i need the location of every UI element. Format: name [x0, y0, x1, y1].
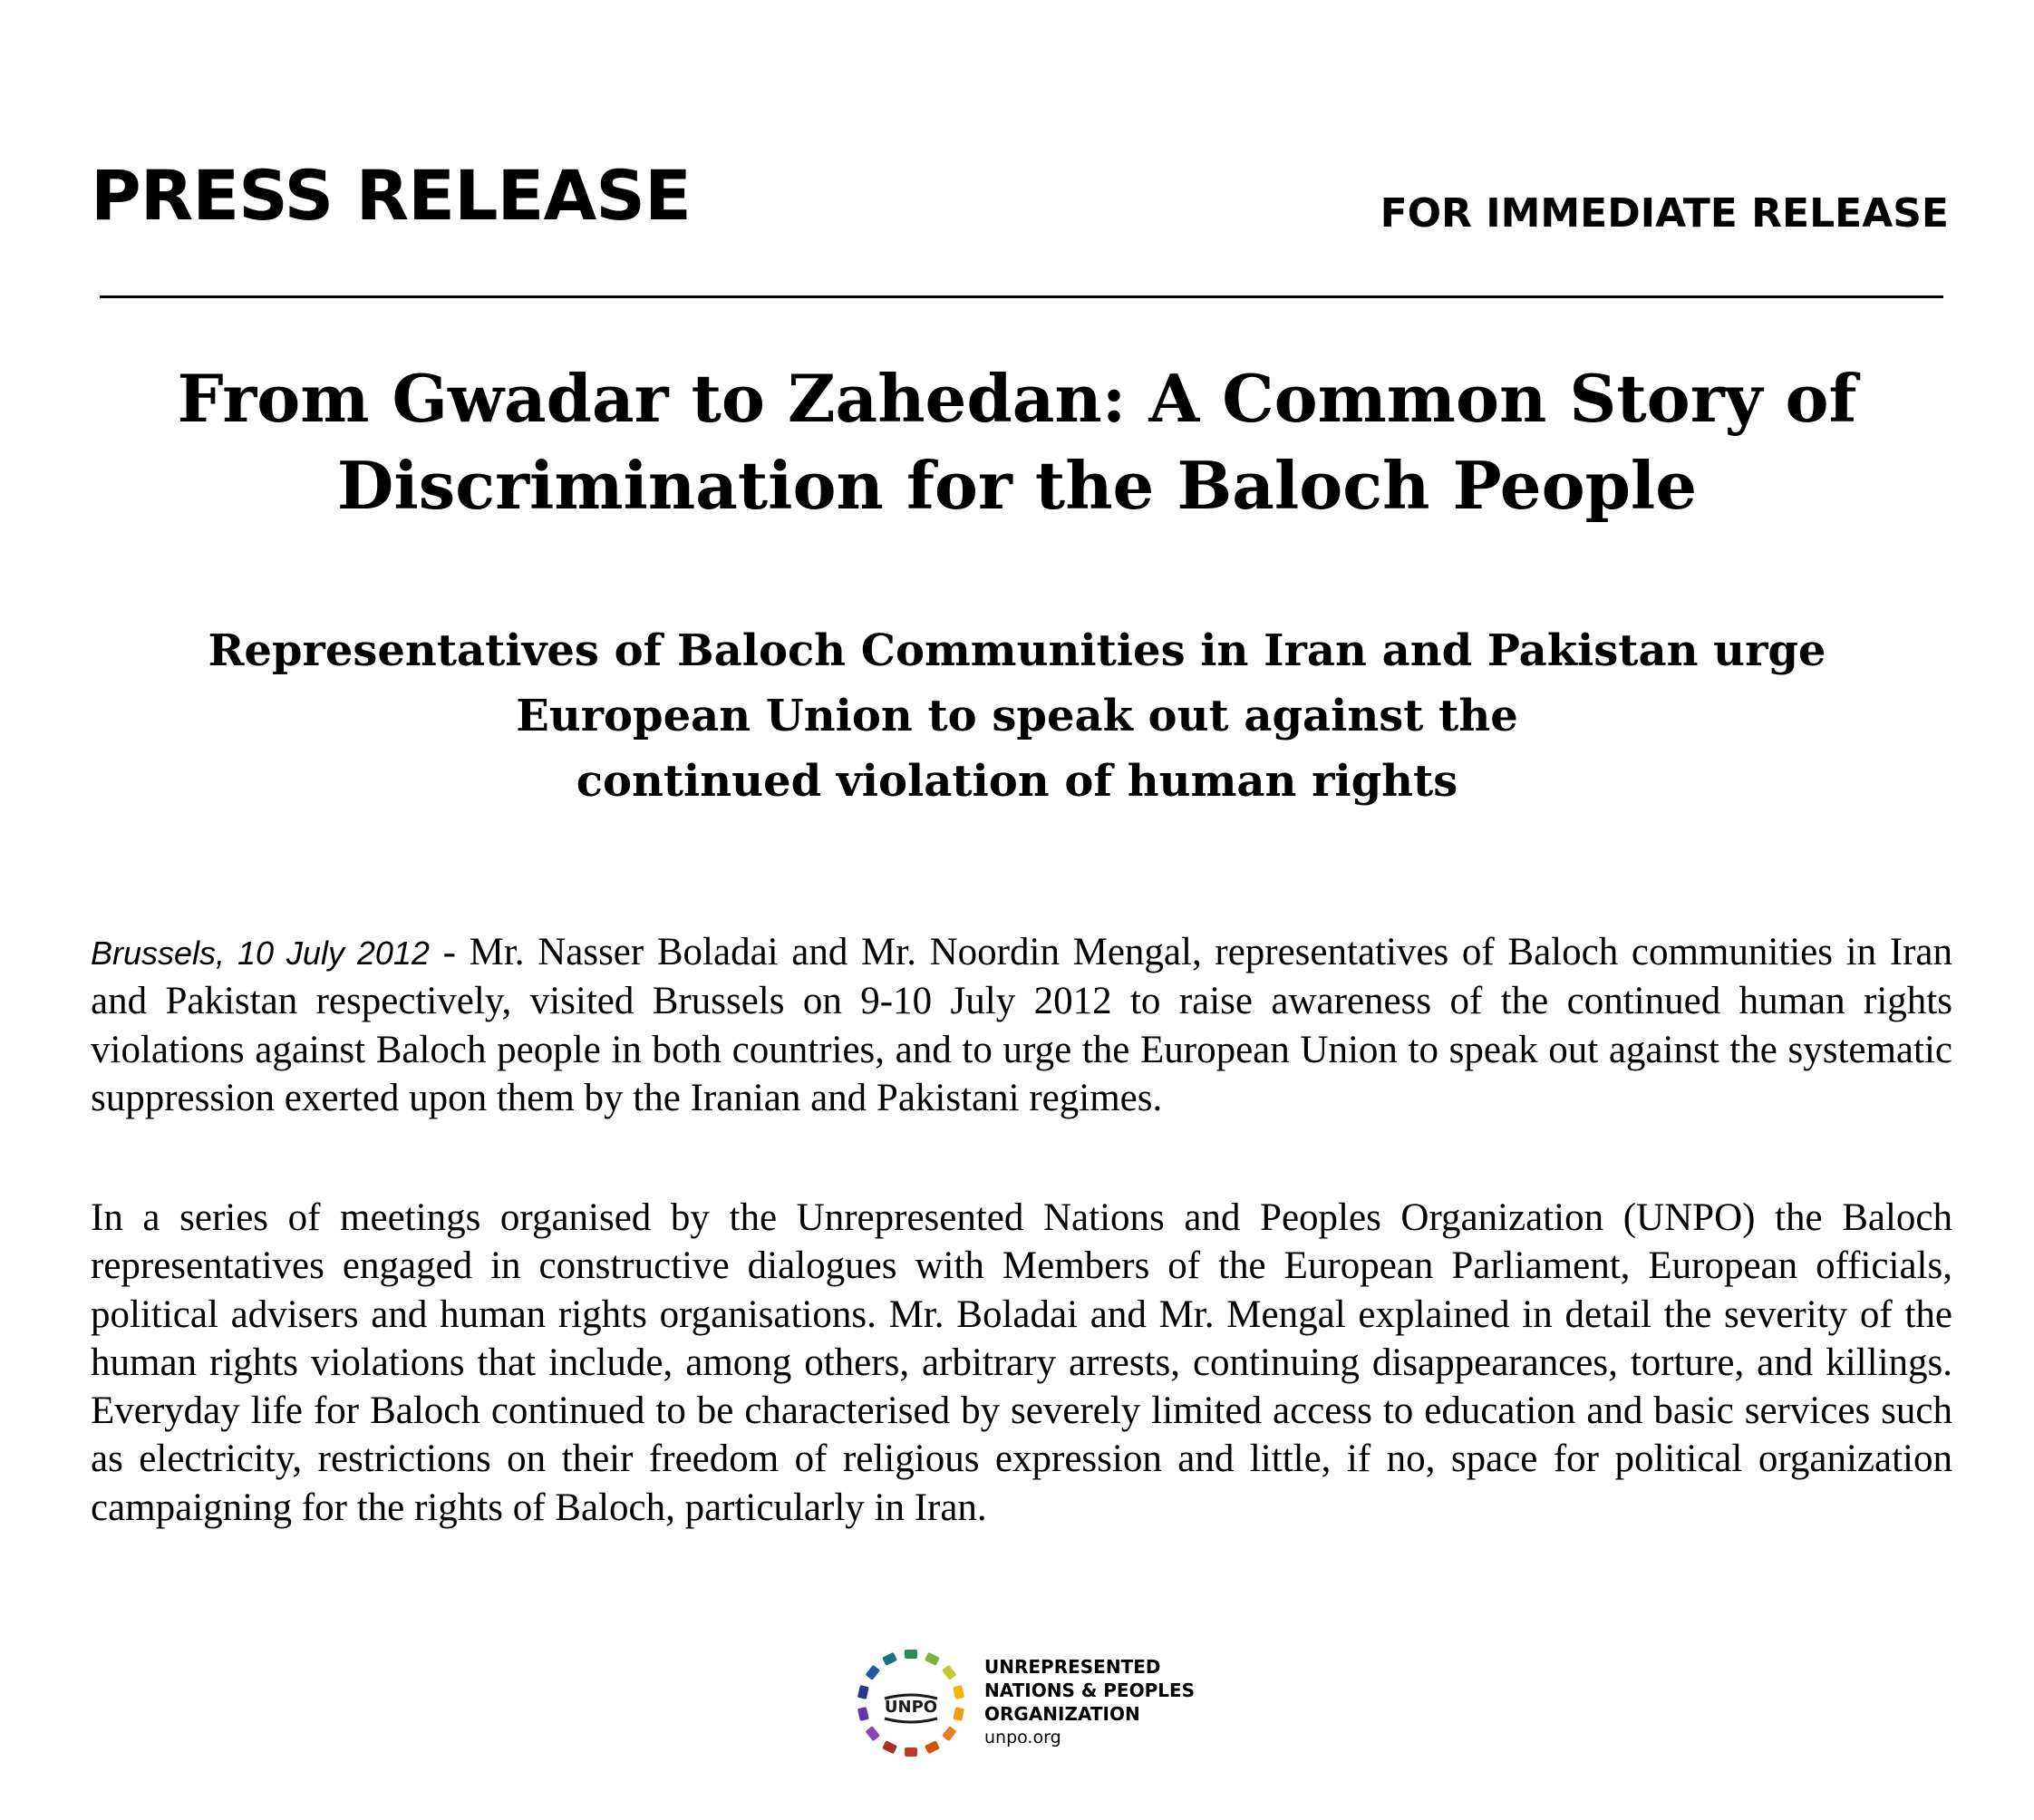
body-paragraph-1: [91, 928, 1952, 1122]
logo-ring-segment: [866, 1665, 881, 1680]
logo-arc-bottom: [885, 1718, 937, 1722]
logo-text-line-3: ORGANIZATION: [984, 1703, 1140, 1725]
logo-ring-segment: [953, 1707, 964, 1721]
unpo-logo-text: [984, 1655, 1195, 1749]
logo-ring-segment: [905, 1650, 917, 1659]
logo-mark-text: UNPO: [884, 1698, 938, 1717]
document-title: [0, 355, 2034, 529]
logo-text-line-2: NATIONS & PEOPLES: [984, 1680, 1196, 1701]
logo-text-line-1: UNREPRESENTED: [984, 1656, 1161, 1678]
logo-ring-segment: [857, 1707, 869, 1721]
header-divider: [100, 295, 1943, 298]
paragraph-1-text: - Mr. Nasser Boladai and Mr. Noordin Mengal, representatives of Baloch communities in Iran and Pakistan respectively, visited Brussels on 9-10 July 2012 to raise awareness of the continued human rights violations against Baloch people in both countries, and to urge the European Union to speak out against the systematic suppression exerted upon them by the Iranian and Pakistani regimes.: [91, 931, 1953, 1119]
unpo-logo: [852, 1644, 1233, 1771]
logo-url: unpo.org: [984, 1728, 1061, 1747]
body-paragraph-2: In a series of meetings organised by the Unrepresented Nations and Peoples Organization (UNPO) the Baloch representatives engaged in constructive dialogues with Members of the European Parliament, European officials, political advisers and human rights organisations. Mr. Boladai and Mr. Mengal explained in detail the severity of the human rights violations that include, among others, arbitrary arrests, continuing disappearances, torture, and killings. Everyday life for Baloch continued to be characterised by severely limited access to education and basic services such as electricity, restrictions on their freedom of religious expression and little, if no, space for political organization campaigning for the rights of Baloch, particularly in Iran.: [91, 1196, 1952, 1529]
subtitle-line-2: European Union to speak out against the: [516, 691, 1518, 741]
logo-ring-segment: [866, 1726, 881, 1741]
press-release-heading: PRESS RELEASE: [91, 155, 691, 236]
subtitle-line-3: continued violation of human rights: [576, 756, 1458, 807]
dateline: Brussels, 10 July 2012: [91, 934, 430, 972]
logo-ring-segment: [882, 1740, 897, 1754]
logo-ring-segment: [857, 1685, 869, 1699]
subtitle-line-1: Representatives of Baloch Communities in Iran and Pakistan urge: [208, 625, 1826, 676]
unpo-logo-mark: [852, 1644, 970, 1762]
logo-ring-segment: [882, 1652, 897, 1666]
logo-ring-segment: [905, 1747, 917, 1757]
title-line-1: From Gwadar to Zahedan: A Common Story of: [177, 360, 1857, 437]
logo-ring-segment: [925, 1652, 940, 1666]
title-line-2: Discrimination for the Baloch People: [336, 447, 1698, 524]
logo-ring-segment: [925, 1740, 940, 1754]
logo-ring-segment: [942, 1726, 957, 1741]
logo-ring-segment: [953, 1685, 964, 1699]
immediate-release-label: FOR IMMEDIATE RELEASE: [1380, 190, 1949, 237]
document-subtitle: [0, 618, 2034, 814]
logo-ring-segment: [942, 1665, 957, 1680]
